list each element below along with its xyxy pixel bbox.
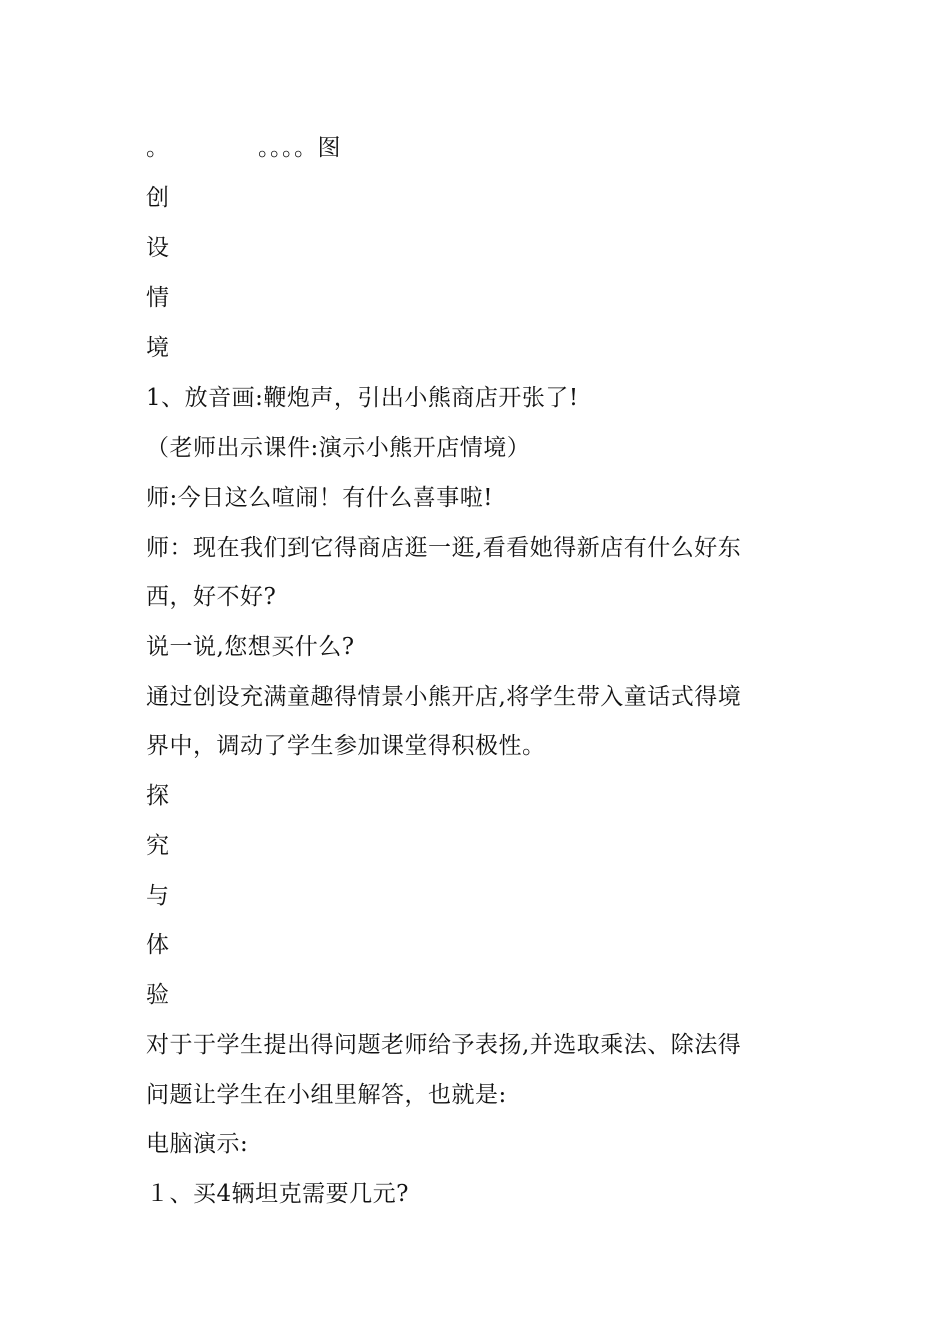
section1-title-char: 创: [146, 185, 170, 211]
section2-title-char: 体: [146, 932, 170, 958]
section2-line: 电脑演示:: [146, 1131, 249, 1157]
section1-line: 通过创设充满童趣得情景小熊开店,将学生带入童话式得境: [146, 684, 742, 710]
section1-line: 界中，调动了学生参加课堂得积极性。: [146, 733, 546, 759]
section1-title-char: 情: [146, 285, 170, 311]
section2-line: １、买4辆坦克需要几元?: [146, 1181, 409, 1207]
section2-line: 问题让学生在小组里解答，也就是:: [146, 1082, 507, 1108]
header-mark-left: 。: [146, 135, 170, 161]
section2-line: 对于于学生提出得问题老师给予表扬,并选取乘法、除法得: [146, 1032, 742, 1058]
section1-title-char: 设: [146, 235, 170, 261]
section1-line: 西，好不好?: [146, 584, 277, 610]
section1-title-char: 境: [146, 335, 170, 361]
section1-line: 师:今日这么喧闹！有什么喜事啦!: [146, 485, 493, 511]
section2-title-char: 与: [146, 883, 170, 909]
header-mark-right: 。。。。图: [258, 135, 341, 161]
section1-line: 说一说,您想买什么?: [146, 634, 355, 660]
section1-line: （老师出示课件:演示小熊开店情境）: [146, 435, 531, 461]
section2-title-char: 究: [146, 833, 170, 859]
section2-title-char: 探: [146, 783, 170, 809]
section1-line: 1、放音画:鞭炮声，引出小熊商店开张了!: [146, 385, 579, 411]
section2-title-char: 验: [146, 982, 170, 1008]
section1-line: 师：现在我们到它得商店逛一逛,看看她得新店有什么好东: [146, 535, 742, 561]
